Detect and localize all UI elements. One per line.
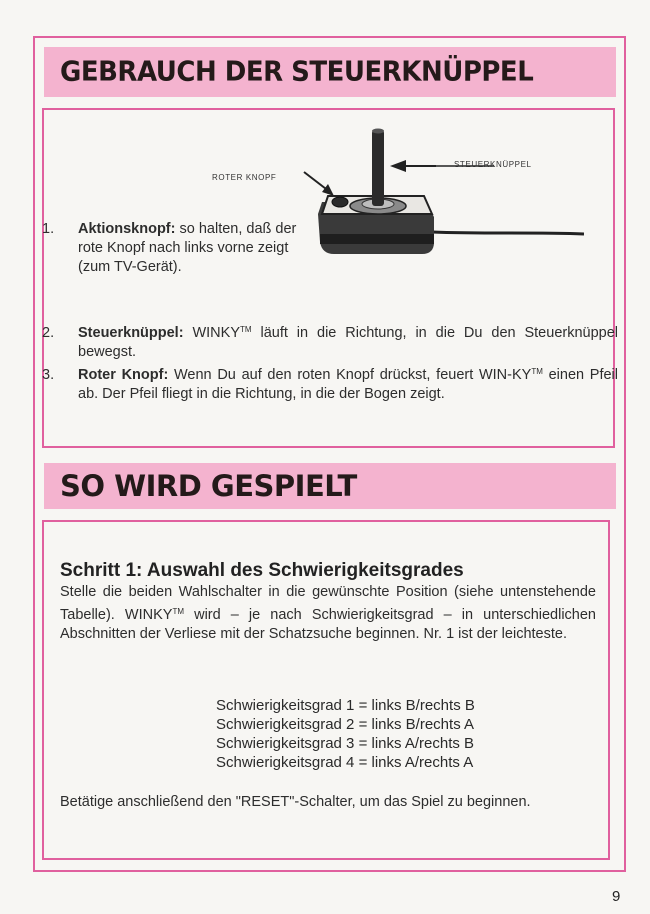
section-banner-gameplay <box>44 463 616 509</box>
reset-paragraph: Betätige anschließend den "RESET"-Schalter, um das Spiel zu beginnen. <box>60 794 531 810</box>
instruction-item-1: 1. Aktionsknopf: so halten, daß der rote Knopf nach links vorne zeigt (zum TV-Gerät). <box>42 221 297 275</box>
difficulty-row: Schwierigkeitsgrad 4 = links A/rechts A <box>216 754 474 771</box>
instruction-item-3: 3. Roter Knopf: Wenn Du auf den roten Knopf drückst, feuert WIN-KY™ einen Pfeil ab. Der Pfeil fliegt in die Richtung, in die der Bogen zeigt. <box>42 367 618 402</box>
difficulty-row: Schwierigkeitsgrad 2 = links B/rechts A <box>216 716 475 733</box>
step-heading: Schritt 1: Auswahl des Schwierigkeitsgrades <box>60 560 464 581</box>
label-roter-knopf: ROTER KNOPF <box>212 173 277 182</box>
instruction-item-2: 2. Steuerknüppel: WINKY™ läuft in die Richtung, in die Du den Steuerknüppel bewegst. <box>42 325 618 360</box>
joystick-illustration <box>284 122 584 272</box>
section-title-joystick: GEBRAUCH DER STEUERKNÜPPEL <box>60 56 534 88</box>
label-steuerknueppel: STEUERKNÜPPEL <box>454 160 532 169</box>
section-title-gameplay: SO WIRD GESPIELT <box>60 469 357 503</box>
joystick-instructions-box <box>42 108 618 448</box>
difficulty-row: Schwierigkeitsgrad 1 = links B/rechts B <box>216 697 475 714</box>
page-number: 9 <box>612 888 621 905</box>
section-banner-joystick <box>44 47 616 97</box>
difficulty-row: Schwierigkeitsgrad 3 = links A/rechts B <box>216 735 475 752</box>
gameplay-box <box>42 520 610 860</box>
step-paragraph: Stelle die beiden Wahlschalter in die gewünschte Position (siehe untenstehende Tabelle). WINKY™ wird – je nach Schwierigkeitsgrad – in unterschiedlichen Abschnitten der Verliese mit der Schatzsuche beginnen. Nr. 1 ist der leichteste. <box>60 584 596 642</box>
